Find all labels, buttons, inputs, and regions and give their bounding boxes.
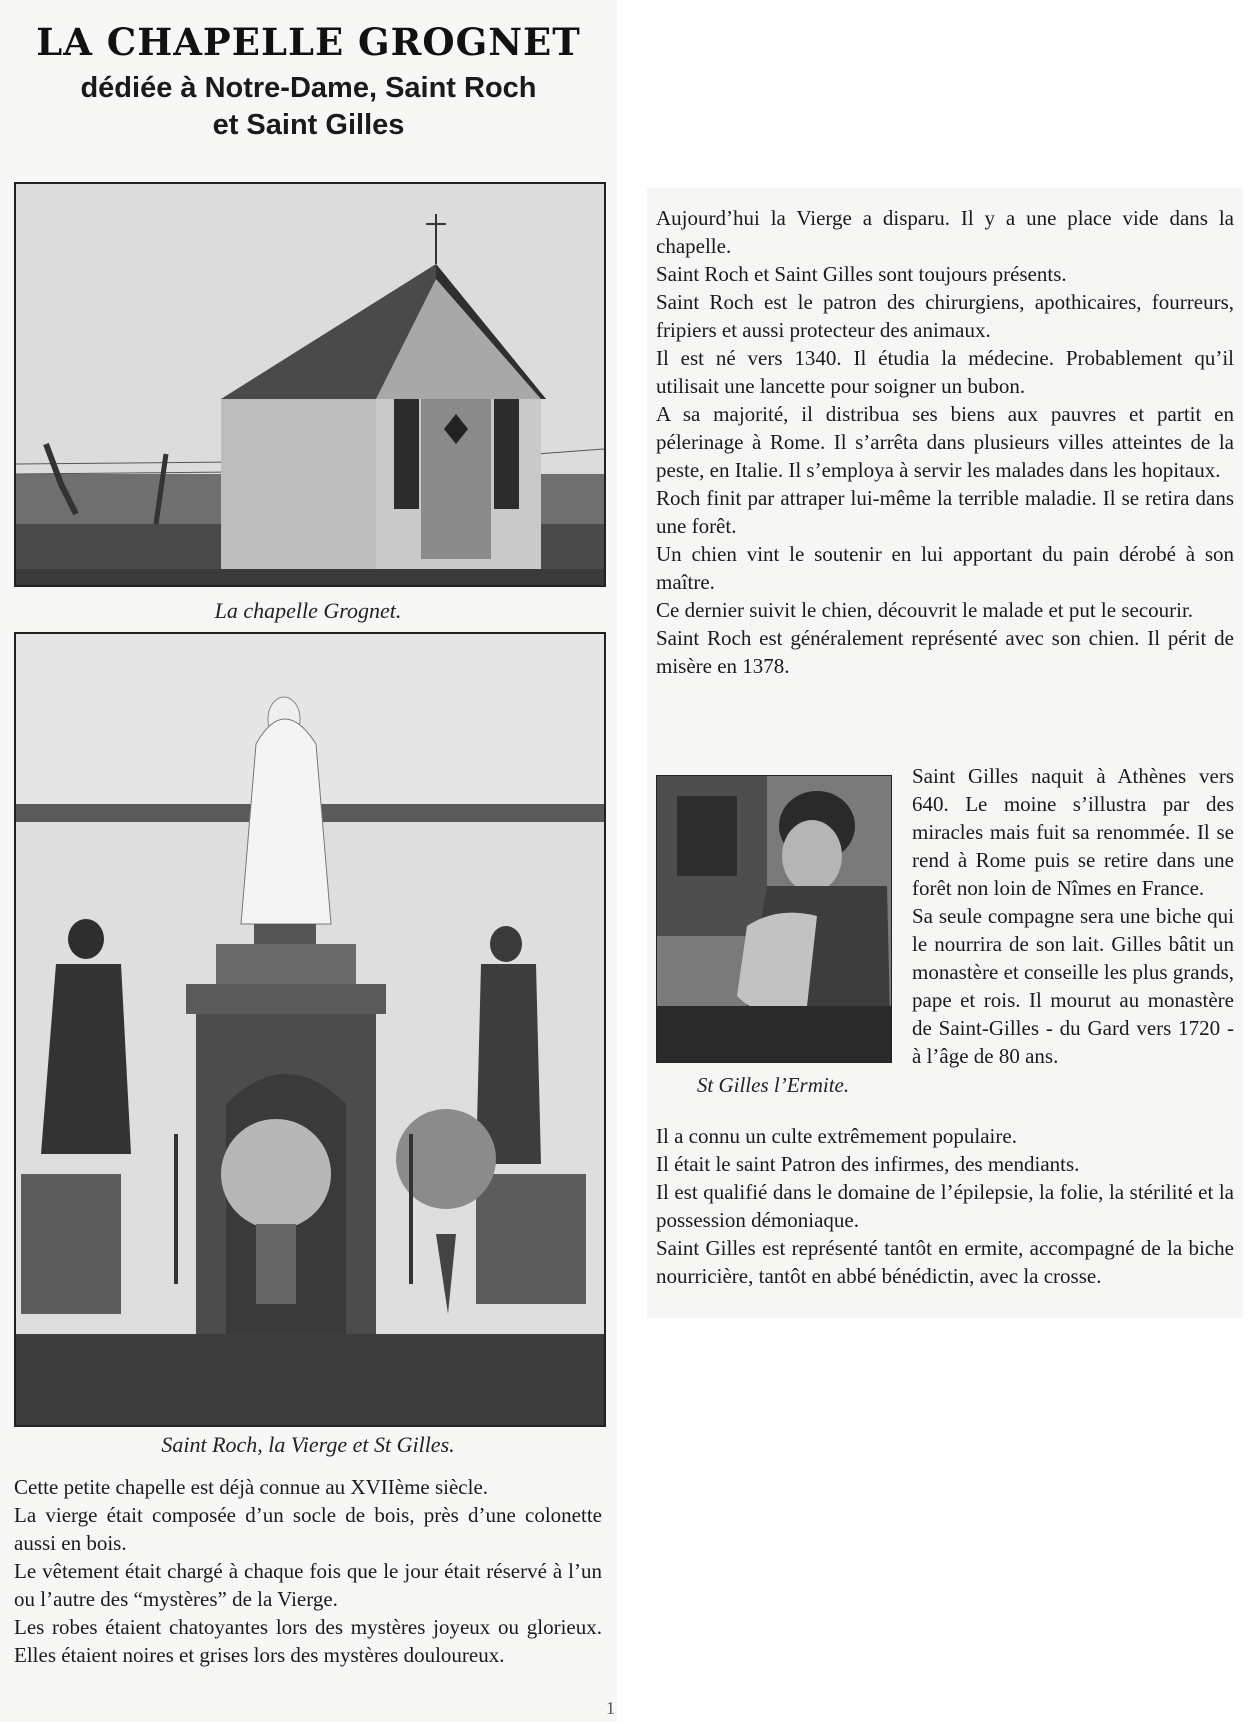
- right-paragraph: Il était le saint Patron des infirmes, des mendiants.: [656, 1152, 1080, 1176]
- page-subtitle: [0, 70, 617, 144]
- chapel-photo: [14, 182, 606, 587]
- right-paragraph: Aujourd’hui la Vierge a disparu. Il y a une place vide dans la chapelle.: [656, 206, 1234, 258]
- left-paragraph: Cette petite chapelle est déjà connue au XVIIème siècle.: [14, 1475, 489, 1499]
- right-side-paragraph: Sa seule compagne sera une biche qui le nourrira de son lait. Gilles bâtit un monastère et conseille les plus grands, pape et rois. Il mourut au monastère de Saint-Gilles - du Gard vers 1720 - à l’âge de 80 ans.: [912, 904, 1234, 1068]
- right-paragraph: Saint Roch est généralement représenté avec son chien. Il périt de misère en 1378.: [656, 626, 1234, 678]
- left-paragraph: Les robes étaient chatoyantes lors des mystères joyeux ou glorieux. Elles étaient noires et grises lors des mystères douloureux.: [14, 1615, 602, 1667]
- left-paragraph: La vierge était composée d’un socle de bois, près d’une colonette aussi en bois.: [14, 1503, 602, 1555]
- right-text-top: [656, 204, 1234, 680]
- right-paragraph: Il est né vers 1340. Il étudia la médecine. Probablement qu’il utilisait une lancette pour soigner un bubon.: [656, 346, 1234, 398]
- right-paragraph: Saint Roch et Saint Gilles sont toujours présents.: [656, 262, 1067, 286]
- right-paragraph: Roch finit par attraper lui-même la terrible maladie. Il se retira dans une forêt.: [656, 486, 1234, 538]
- subtitle-line-2: et Saint Gilles: [212, 109, 405, 141]
- chapel-caption: La chapelle Grognet.: [214, 598, 402, 623]
- right-text-bottom: [656, 1122, 1234, 1290]
- right-side-paragraph: Saint Gilles naquit à Athènes vers 640. Le moine s’illustra par des miracles mais fuit sa renommée. Il se rend à Rome puis se retire dans une forêt non loin de Nîmes en France.: [912, 764, 1234, 900]
- left-text: [14, 1473, 602, 1669]
- right-paragraph: Ce dernier suivit le chien, découvrit le malade et put le secourir.: [656, 598, 1194, 622]
- right-paragraph: Saint Gilles est représenté tantôt en ermite, accompagné de la biche nourricière, tantôt en abbé bénédictin, avec la crosse.: [656, 1236, 1234, 1288]
- right-paragraph: Un chien vint le soutenir en lui apportant du pain dérobé à son maître.: [656, 542, 1234, 594]
- page-title: LA CHAPELLE GROGNET: [36, 20, 581, 64]
- gilles-caption: St Gilles l’Ermite.: [696, 1073, 850, 1097]
- page-mark: 1: [606, 1698, 615, 1718]
- right-paragraph: A sa majorité, il distribua ses biens aux pauvres et partit en pélerinage à Rome. Il s’arrêta dans plusieurs villes atteintes de la peste, en Italie. Il s’employa à servir les malades dans les hopitaux.: [656, 402, 1234, 482]
- right-text-side: [912, 762, 1234, 1070]
- right-paragraph: Il a connu un culte extrêmement populaire.: [656, 1124, 1017, 1148]
- altar-caption: Saint Roch, la Vierge et St Gilles.: [161, 1432, 455, 1457]
- right-paragraph: Saint Roch est le patron des chirurgiens, apothicaires, fourreurs, fripiers et aussi protecteur des animaux.: [656, 290, 1234, 342]
- gilles-photo: [656, 775, 892, 1063]
- subtitle-line-1: dédiée à Notre-Dame, Saint Roch: [80, 72, 537, 104]
- altar-photo: [14, 632, 606, 1427]
- left-paragraph: Le vêtement était chargé à chaque fois que le jour était réservé à l’un ou l’autre des “mystères” de la Vierge.: [14, 1559, 602, 1611]
- right-paragraph: Il est qualifié dans le domaine de l’épilepsie, la folie, la stérilité et la possession démoniaque.: [656, 1180, 1234, 1232]
